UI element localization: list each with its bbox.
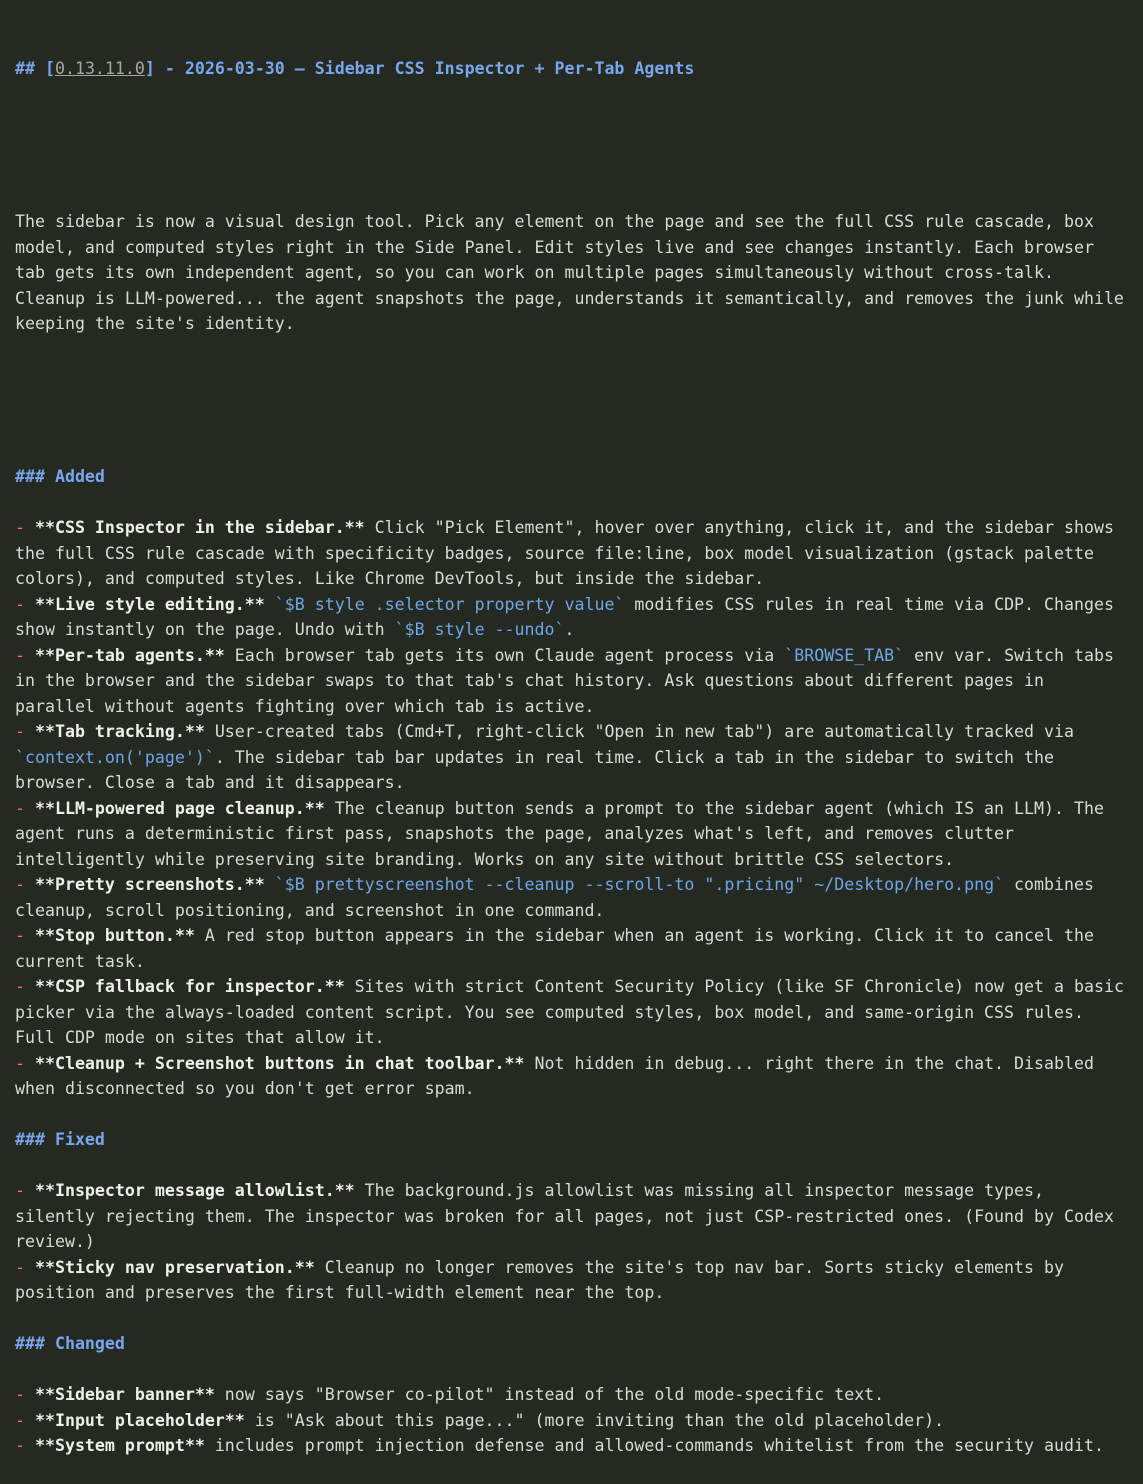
list-item [15,974,1134,1051]
blank-line [15,388,1129,414]
inline-code: `$B prettyscreenshot --cleanup --scroll-to ".pricing" ~/Desktop/hero.png` [274,875,1005,894]
item-title: **CSS Inspector in the sidebar.** [34,518,365,537]
blank-line [15,490,1129,516]
blank-line [15,133,1129,159]
intro-paragraph: The sidebar is now a visual design tool. Pick any element on the page and see the full CSS rule cascade, box model, and computed styles right in the Side Panel. Edit styles live and see changes instantly. Each browser tab gets its own independent agent, so you can work on multiple pages simultaneously without cross-talk. Cleanup is LLM-powered... the agent snapshots the page, understands it semantically, and removes the junk while keeping the site's identity. [15,212,1134,333]
item-text: now says "Browser co-pilot" instead of the old mode-specific text. [214,1385,885,1404]
bullet-dash: - [15,518,35,537]
item-text: Cleanup no longer removes the site's top nav bar. Sorts sticky elements by position and preserves the first full-width element near the top. [15,1257,1074,1302]
bullet-dash: - [15,645,35,665]
section-heading: ### Added [15,467,105,486]
inline-code: `context.on('page')` [15,747,215,767]
list-item [15,643,1129,720]
bullet-dash: - [15,722,35,741]
heading-prefix: ## [ [15,59,55,78]
item-text: modifies CSS rules in real time via CDP. Changes show instantly on the page. Undo with [15,594,1124,639]
item-title: **Pretty screenshots.** [34,875,265,894]
bullet-dash: - [15,1257,35,1277]
item-text: The background.js allowlist was missing all inspector message types, silently rejecting them. The inspector was broken for all pages, not just CSP-restricted ones. (Found by Codex review.) [15,1181,1124,1251]
bullet-dash: - [15,1385,35,1404]
item-title: **Sidebar banner** [34,1385,215,1404]
item-text: The cleanup button sends a prompt to the sidebar agent (which IS an LLM). The agent runs a deterministic first pass, snapshots the page, analyzes what's left, and removes clutter intelligently while preserving site branding. Works on any site without brittle CSS selectors. [15,798,1114,869]
item-text: . The sidebar tab bar updates in real time. Click a tab in the sidebar to switch the browser. Close a tab and it disappears. [15,747,1064,792]
bullet-dash: - [15,798,35,818]
item-text: combines cleanup, scroll positioning, and screenshot in one command. [15,875,1104,920]
list-item [15,1255,1129,1306]
item-title: **Inspector message allowlist.** [34,1181,355,1200]
item-title: **Per-tab agents.** [34,645,225,665]
item-title: **LLM-powered page cleanup.** [34,798,325,818]
item-text: A red stop button appears in the sidebar when an agent is working. Click it to cancel the current task. [15,926,1104,971]
bullet-dash: - [15,1436,35,1455]
item-text: . [564,620,575,639]
heading-title: ] - 2026-03-30 — Sidebar CSS Inspector + Per-Tab Agents [144,59,695,78]
item-text: is "Ask about this page..." (more inviting than the old placeholder). [244,1410,945,1430]
blank-line [15,1153,1129,1179]
version-link[interactable]: 0.13.11.0 [54,59,145,78]
item-title: **System prompt** [34,1436,205,1455]
item-text [265,595,275,614]
list-item [15,592,1129,643]
item-title: **CSP fallback for inspector.** [34,977,345,996]
list-item [15,1178,1129,1255]
list-item [15,1433,1129,1459]
list-item [15,1408,1129,1434]
bullet-dash: - [15,1181,35,1200]
item-text: Click "Pick Element", hover over anything, click it, and the sidebar shows the full CSS rule cascade with specificity badges, source file:line, box model visualization (gstack palette colors), and computed styles. Like Chrome DevTools, but inside the sidebar. [15,518,1124,588]
release-heading [15,56,1129,82]
item-text [265,875,275,894]
list-item [15,872,1129,923]
item-text: User-created tabs (Cmd+T, right-click "Open in new tab") are automatically tracked via [204,722,1084,741]
bullet-dash: - [15,875,35,894]
section-heading: ### Changed [15,1334,125,1353]
item-text: Each browser tab gets its own Claude agent process via [224,645,785,665]
item-title: **Live style editing.** [34,594,265,614]
item-text: Not hidden in debug... right there in the chat. Disabled when disconnected so you don't get error spam. [15,1053,1104,1098]
bullet-dash: - [15,1410,35,1430]
inline-code: `$B style --undo` [394,620,565,639]
item-text: includes prompt injection defense and allowed-commands whitelist from the security audit. [204,1436,1104,1455]
blank-line [15,1357,1129,1383]
list-item [15,719,1129,796]
bullet-dash: - [15,926,35,945]
blank-line [15,1306,1129,1332]
list-item [15,1051,1129,1102]
list-item [15,515,1129,592]
inline-code: `$B style .selector property value` [274,594,625,614]
list-item [15,1382,1129,1408]
blank-line [15,1102,1129,1128]
list-item [15,923,1129,974]
item-title: **Sticky nav preservation.** [34,1257,315,1277]
item-text: env var. Switch tabs in the browser and the sidebar swaps to that tab's chat history. Ask questions about different pages in parallel without agents fighting over which tab is active. [15,645,1124,716]
item-text: Sites with strict Content Security Policy (like SF Chronicle) now get a basic picker via the always-loaded content script. You see computed styles, box model, and same-origin CSS rules. Full CDP mode on sites that allow it. [15,977,1134,1047]
item-title: **Tab tracking.** [34,722,205,741]
item-title: **Input placeholder** [34,1410,245,1430]
inline-code: `BROWSE_TAB` [784,645,905,665]
sections-container [15,464,1134,1459]
section-heading: ### Fixed [15,1130,105,1149]
list-item [15,796,1129,873]
bullet-dash: - [15,977,35,996]
item-title: **Stop button.** [34,926,195,945]
item-title: **Cleanup + Screenshot buttons in chat toolbar.** [34,1053,525,1073]
bullet-dash: - [15,594,35,614]
bullet-dash: - [15,1053,35,1073]
